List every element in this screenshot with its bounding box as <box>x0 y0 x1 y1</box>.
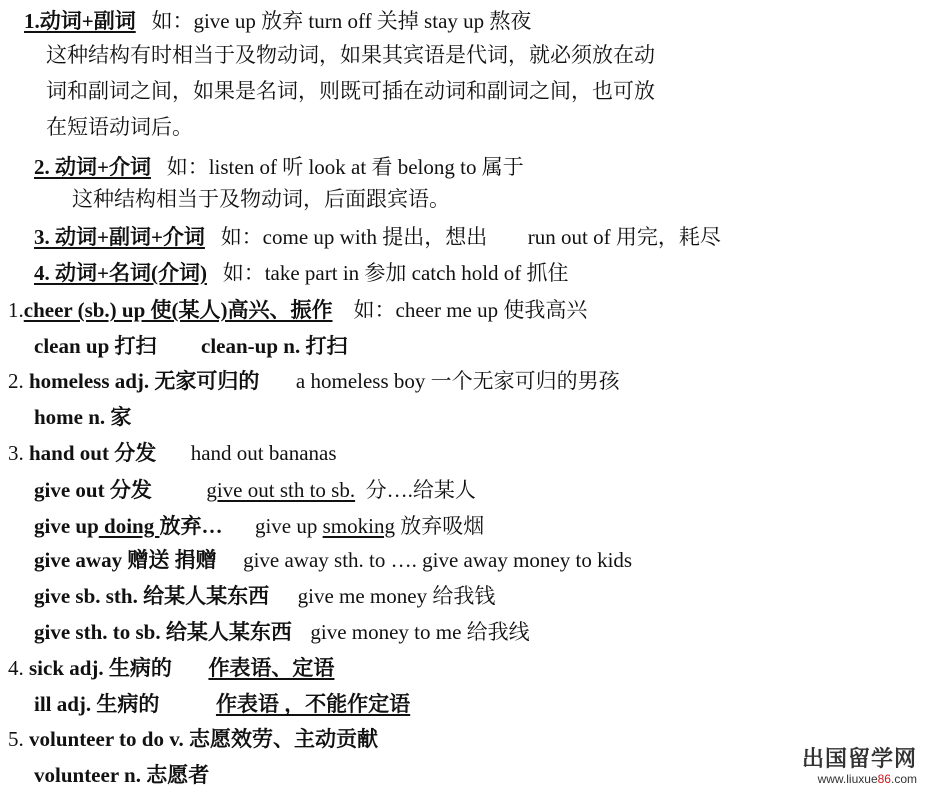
phrase-label: hand out 分发 <box>29 441 157 465</box>
vocab-entry <box>34 475 476 505</box>
paragraph-text: 在短语动词后。 <box>46 115 193 139</box>
vocab-entry <box>34 617 530 647</box>
entry-number: 5. <box>8 727 29 751</box>
entry-number: 3. <box>8 441 29 465</box>
heading-label: 3. 动词+副词+介词 <box>34 225 205 249</box>
phrase-label: clean up 打扫 <box>34 334 157 358</box>
phrase-label: give away 赠送 捐赠 <box>34 548 217 572</box>
paragraph-text: 这种结构有时相当于及物动词，如果其宾语是代词，就必须放在动 <box>46 43 655 67</box>
example-text: 如：give up 放弃 turn off 关掉 stay up 熬夜 <box>151 9 532 33</box>
paragraph-line <box>46 76 655 106</box>
phrase-label: doing <box>98 514 160 538</box>
vocab-entry <box>8 295 587 325</box>
heading-label: 4. 动词+名词(介词) <box>34 261 207 285</box>
phrase-label: home n. 家 <box>34 405 132 429</box>
entry-number: 4. <box>8 656 29 680</box>
example-text: 如：come up with 提出，想出 <box>220 225 488 249</box>
phrase-label: sick adj. 生病的 <box>29 656 172 680</box>
heading-label: 2. 动词+介词 <box>34 155 151 179</box>
phrase-label: 放弃… <box>159 514 223 538</box>
example-text: hand out bananas <box>190 441 337 465</box>
usage-note: 作表语、定语 <box>208 656 335 680</box>
paragraph-line <box>46 40 655 70</box>
example-text: 如：listen of 听 look at 看 belong to 属于 <box>166 155 524 179</box>
phrase-label: give up <box>34 514 99 538</box>
example-text: 如：take part in 参加 catch hold of 抓住 <box>222 261 569 285</box>
example-text: smoking <box>322 514 395 538</box>
phrase-label: give sb. sth. 给某人某东西 <box>34 584 270 608</box>
example-text: 如：cheer me up 使我高兴 <box>353 298 588 322</box>
example-text: give up <box>254 514 323 538</box>
paragraph-line <box>46 112 193 142</box>
usage-note: 作表语 ，不能作定语 <box>215 692 411 716</box>
watermark-url-prefix: www.liuxue <box>817 772 878 786</box>
vocab-entry <box>34 402 131 432</box>
example-text: give me money 给我钱 <box>297 584 496 608</box>
phrase-label: give sth. to sb. 给某人某东西 <box>34 620 292 644</box>
example-text: 放弃吸烟 <box>394 514 485 538</box>
section-2-heading <box>34 152 524 182</box>
phrase-label: cheer (sb.) up 使(某人)高兴、振作 <box>23 298 333 322</box>
paragraph-text: 这种结构相当于及物动词，后面跟宾语。 <box>72 187 450 211</box>
phrase-label: give out 分发 <box>34 478 152 502</box>
watermark-logo <box>802 746 917 786</box>
watermark-url-suffix: .com <box>890 772 917 786</box>
vocab-entry <box>34 689 410 719</box>
paragraph-line <box>72 184 450 214</box>
vocab-entry <box>34 331 347 361</box>
vocab-entry <box>8 438 337 468</box>
vocab-entry <box>34 581 495 611</box>
example-text: run out of 用完，耗尽 <box>527 225 721 249</box>
paragraph-text: 词和副词之间，如果是名词，则既可插在动词和副词之间，也可放 <box>46 79 655 103</box>
phrase-label: homeless adj. 无家可归的 <box>29 369 260 393</box>
vocab-entry <box>8 653 334 683</box>
vocab-entry <box>8 366 620 396</box>
vocab-entry <box>34 760 209 790</box>
entry-number: 2. <box>8 369 29 393</box>
example-text: give away sth. to …. give away money to kids <box>243 548 633 572</box>
phrase-label: volunteer to do v. 志愿效劳、主动贡献 <box>29 727 379 751</box>
phrase-label: volunteer n. 志愿者 <box>34 763 210 787</box>
vocab-entry <box>8 724 378 754</box>
section-1-heading <box>24 6 531 36</box>
heading-label: 1.动词+副词 <box>24 9 136 33</box>
section-3-heading <box>34 222 721 252</box>
example-text: give out sth to sb. <box>206 478 356 502</box>
vocab-entry <box>34 545 632 575</box>
example-text: give money to me 给我线 <box>310 620 530 644</box>
watermark-site-name: 出国留学网 <box>801 746 917 771</box>
section-4-heading <box>34 258 569 288</box>
watermark-url-number: 86 <box>877 772 891 786</box>
entry-number: 1. <box>8 298 24 322</box>
example-text: a homeless boy 一个无家可归的男孩 <box>295 369 620 393</box>
example-text: 分….给某人 <box>365 478 476 502</box>
watermark-url <box>802 772 917 786</box>
vocab-entry <box>34 511 484 541</box>
phrase-label: ill adj. 生病的 <box>34 692 160 716</box>
phrase-label: clean-up n. 打扫 <box>201 334 348 358</box>
